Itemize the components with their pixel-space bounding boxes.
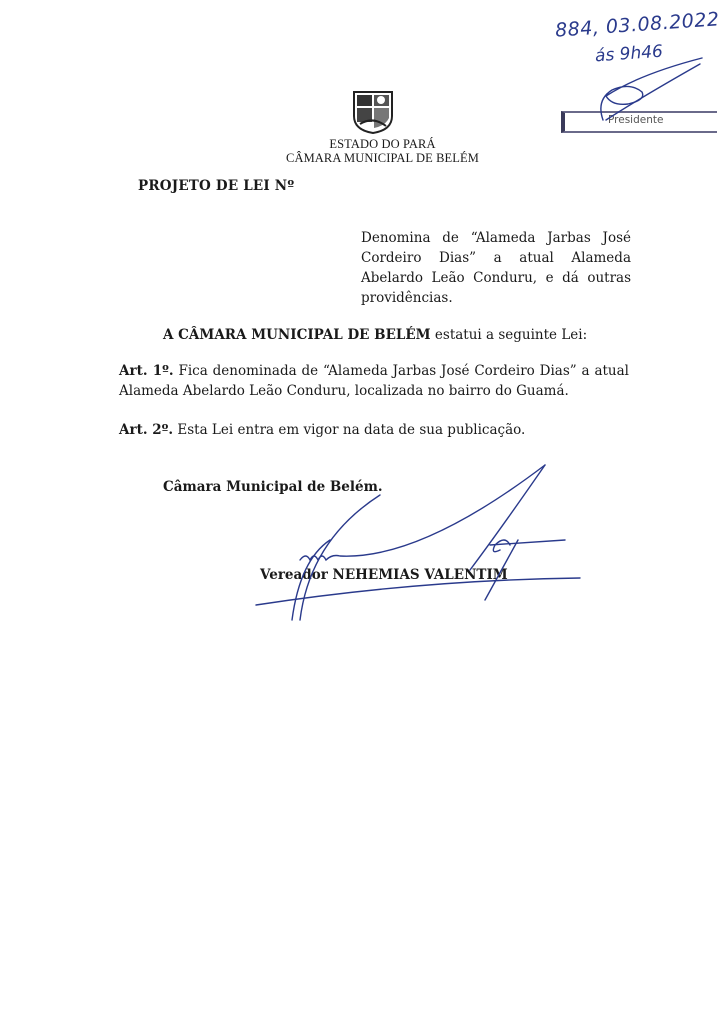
stamp-protocol-number: 884, 03.08.2022 (554, 8, 721, 42)
stamp-time: ás 9h46 (594, 41, 664, 67)
stamp-label: Presidente (608, 114, 664, 126)
header-chamber: CÂMARA MUNICIPAL DE BELÉM (286, 151, 479, 165)
signature-stroke (470, 465, 545, 570)
signature-stroke (300, 465, 545, 560)
signature-stroke (493, 540, 510, 552)
article-label: Art. 1º. (119, 363, 174, 379)
article-text: Fica denominada de “Alameda Jarbas José Cordeiro Dias” a atual Alameda Abelardo Leão Conduru, localizada no bairro do Guamá. (119, 363, 629, 399)
document-title: PROJETO DE LEI Nº (138, 178, 295, 194)
signature-stroke (485, 540, 518, 600)
signature-stroke (256, 578, 580, 605)
article-text: Esta Lei entra em vigor na data de sua publicação. (173, 422, 526, 438)
stamp-paraph-tail (606, 64, 700, 120)
signer-name: Vereador NEHEMIAS VALENTIM (260, 567, 508, 583)
enacting-clause-bold: A CÂMARA MUNICIPAL DE BELÉM (163, 327, 431, 343)
ementa: Denomina de “Alameda Jarbas José Cordeiro Dias” a atual Alameda Abelardo Leão Conduru, e dá outras providências. (361, 230, 631, 306)
signature-stroke (292, 540, 330, 620)
header-state: ESTADO DO PARÁ (329, 137, 436, 151)
stamp-paraph (601, 58, 702, 120)
place-line: Câmara Municipal de Belém. (163, 479, 383, 495)
article-label: Art. 2º. (119, 422, 174, 438)
enacting-clause-rest: estatui a seguinte Lei: (430, 327, 588, 343)
